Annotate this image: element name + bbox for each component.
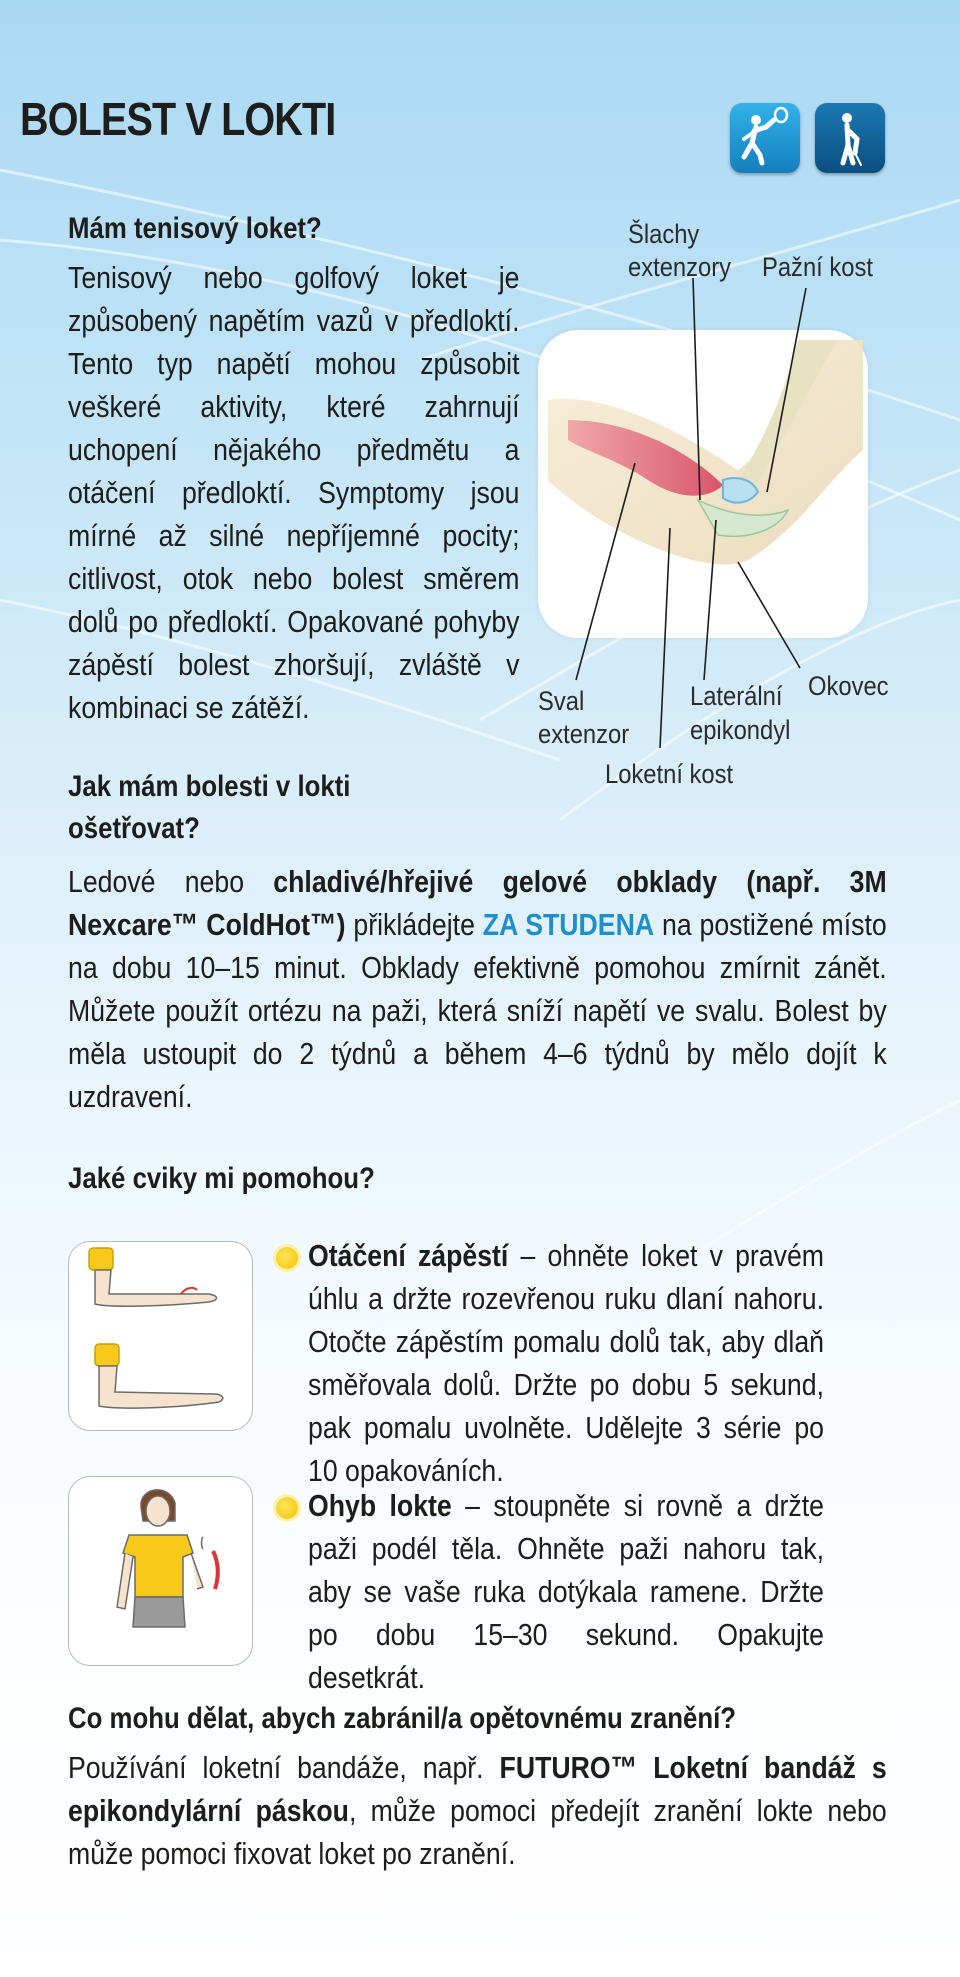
- label-epicondyle-line1: Laterální: [690, 681, 783, 711]
- section-body-prevention: Používání loketní bandáže, např. FUTURO™ Loketní bandáž s epikondylární páskou, může pomoci předejít zranění lokte nebo může pomoci fixovat loket po zranění.: [68, 1750, 887, 1871]
- exercise-text-elbow-bend: Ohyb lokte – stoupněte si rovně a držte paži podél těla. Ohněte paži nahoru tak, aby se vaše ruka dotýkala ramene. Držte po dobu 15–30 sekund. Opakujte desetkrát.: [308, 1488, 824, 1695]
- label-muscle-line2: extenzor: [538, 719, 630, 749]
- section-heading-treatment-line1: Jak mám bolesti v lokti: [68, 770, 351, 803]
- tennis-player-icon: [730, 103, 800, 173]
- product-name-coldhot: chladivé/hřejivé gelové obklady (např. 3M Nexcare™ ColdHot™): [68, 864, 887, 942]
- section-body-treatment: Ledové nebo chladivé/hřejivé gelové obklady (např. 3M Nexcare™ ColdHot™) přikládejte ZA STUDENA na postižené místo na dobu 10–15 minut. Obklady efektivně pomohou zmírnit zánět. Můžete použít ortézu na paži, která sníží napětí ve svalu. Bolest by měla ustoupit do 2 týdnů a během 4–6 týdnů by mělo dojít k uzdravení.: [68, 864, 887, 1114]
- accent-cold: ZA STUDENA: [482, 907, 655, 942]
- elbow-anatomy-diagram: [538, 330, 868, 638]
- label-tendons-line1: Šlachy: [628, 219, 700, 249]
- section-heading-prevention: Co mohu dělat, abych zabránil/a opětovnému zranění?: [68, 1702, 737, 1735]
- product-name-futuro: FUTURO™ Loketní bandáž s epikondylární páskou: [68, 1750, 887, 1828]
- label-epicondyle-line2: epikondyl: [690, 715, 791, 745]
- bullet-wrist-rotation: [276, 1247, 298, 1269]
- label-muscle-line1: Sval: [538, 686, 585, 716]
- exercise-name-elbow-bend: Ohyb lokte: [308, 1488, 452, 1523]
- elbow-illustration: [538, 330, 868, 638]
- exercise-text-wrist-rotation: Otáčení zápěstí – ohněte loket v pravém úhlu a držte rozevřenou ruku dlaní nahoru. Otočte zápěstím pomalu dolů tak, aby dlaň směřovala dolů. Držte po dobu 5 sekund, pak pomalu uvolněte. Udělejte 3 série po 10 opakováních.: [308, 1238, 824, 1488]
- exercise-image-wrist-rotation: [68, 1241, 253, 1431]
- section-heading-treatment-line2: ošetřovat?: [68, 812, 200, 845]
- exercise-image-elbow-bend: [68, 1476, 253, 1666]
- section-heading-tennis-elbow: Mám tenisový loket?: [68, 212, 322, 245]
- label-humerus: Pažní kost: [762, 252, 873, 282]
- section-body-tennis-elbow: Tenisový nebo golfový loket je způsobený napětím vazů v předloktí. Tento typ napětí mohou způsobit veškeré aktivity, které zahrnují uchopení nějakého předmětu a otáčení předloktí. Symptomy jsou mírné až silné nepříjemné pocity; citlivost, otok nebo bolest směrem dolů po předloktí. Opakované pohyby zápěstí bolest zhoršují, zvláště v kombinaci se zátěží.: [68, 260, 520, 725]
- exercise-name-wrist-rotation: Otáčení zápěstí: [308, 1238, 509, 1273]
- golfer-icon: [815, 103, 885, 173]
- label-tendons-line2: extenzory: [628, 252, 732, 282]
- label-ulna: Loketní kost: [605, 759, 734, 789]
- page-title: BOLEST V LOKTI: [20, 93, 336, 145]
- bullet-elbow-bend: [276, 1497, 298, 1519]
- section-heading-exercises: Jaké cviky mi pomohou?: [68, 1162, 375, 1195]
- label-olecranon: Okovec: [808, 671, 889, 701]
